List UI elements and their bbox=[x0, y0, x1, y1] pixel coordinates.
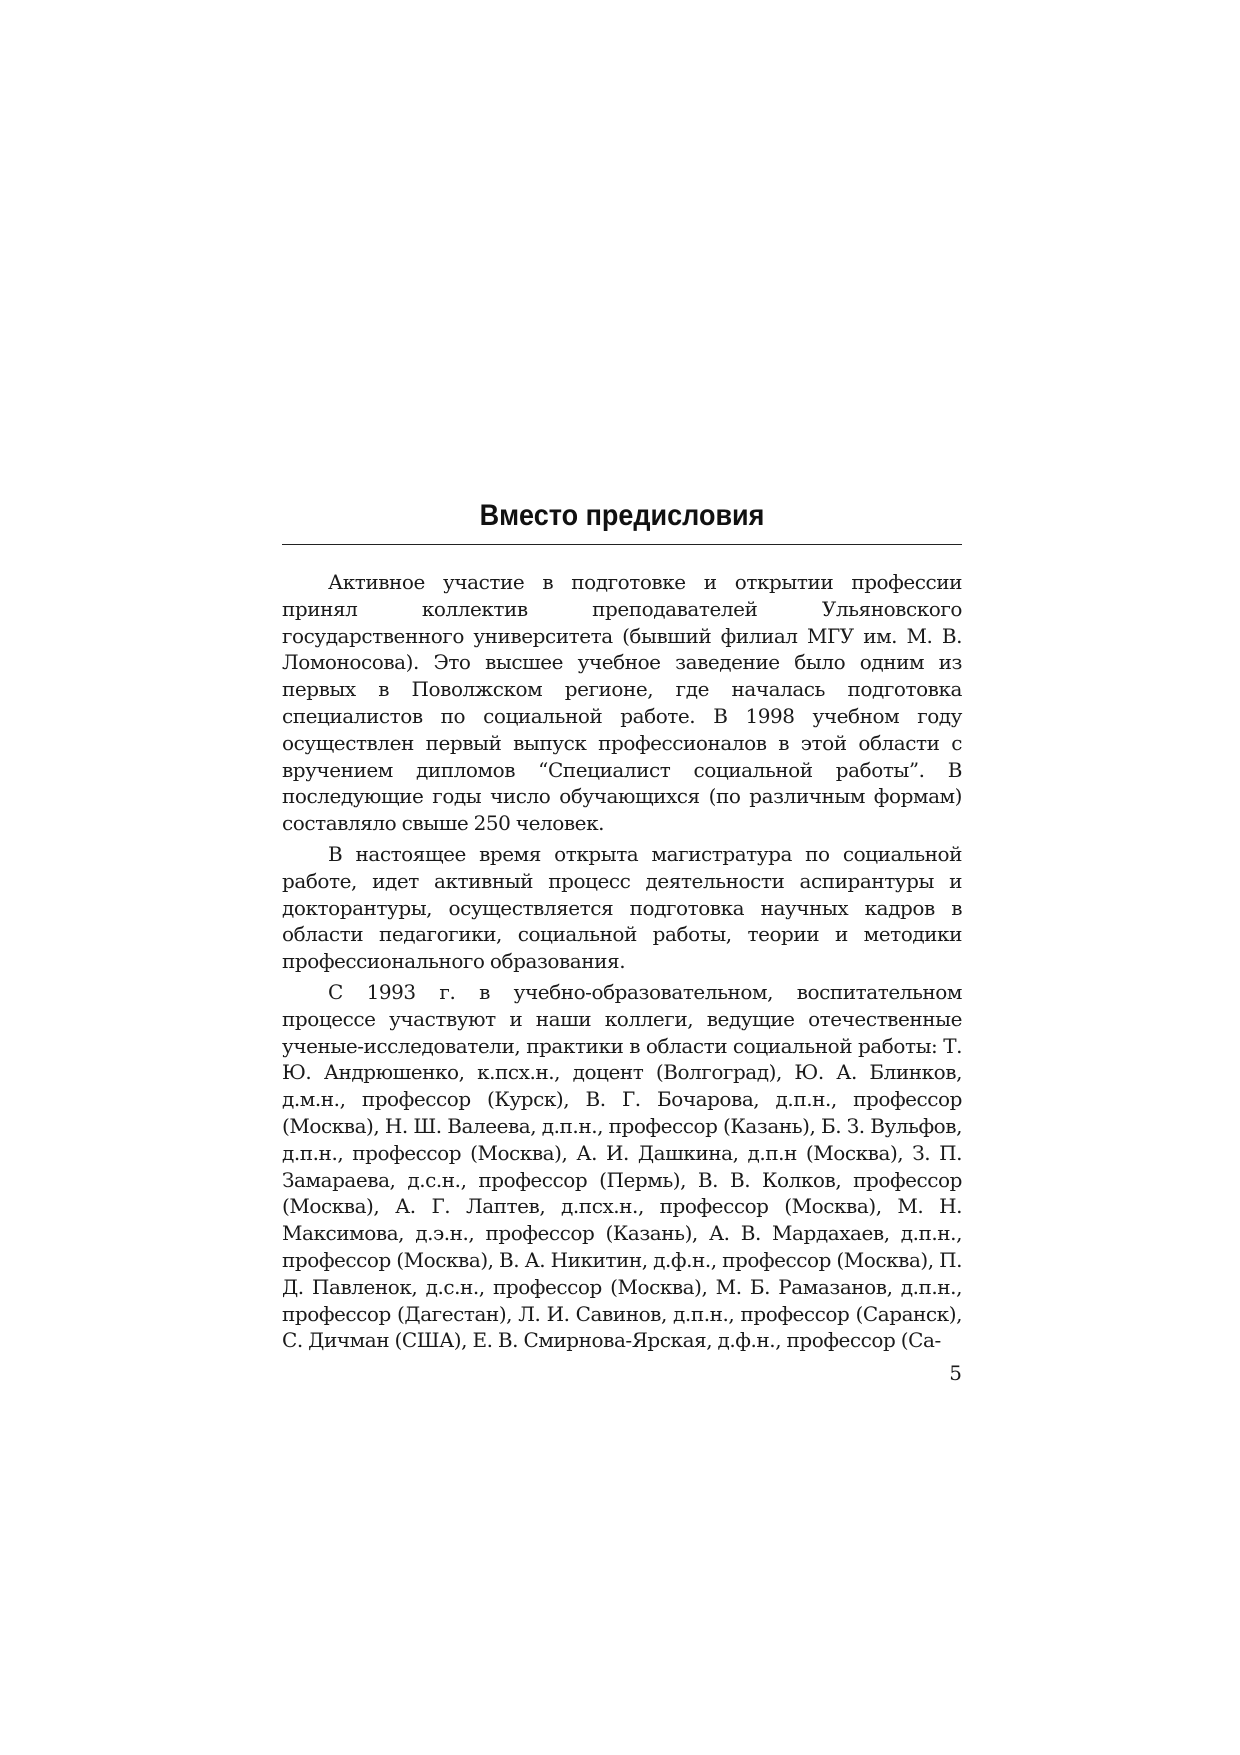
page-number: 5 bbox=[949, 1361, 962, 1385]
paragraph-2: В настоящее время открыта магистратура по социальной работе, идет активный процесс деятельности аспирантуры и докторантуры, осуществляется подготовка научных кадров в области педагогики, социальной работы, теории и методики профессионального образования. bbox=[282, 841, 962, 974]
chapter-heading: Вместо предисловия bbox=[479, 499, 765, 532]
page-content bbox=[282, 498, 962, 1358]
heading-underline bbox=[282, 544, 962, 545]
paragraph-3: С 1993 г. в учебно-образовательном, воспитательном процессе участвуют и наши коллеги, ведущие отечественные ученые-исследователи, практики в области социальной работы: Т. Ю. Андрюшенко, к.псх.н., доцент (Волгоград), Ю. А. Блинков, д.м.н., профессор (Курск), В. Г. Бочарова, д.п.н., профессор (Москва), Н. Ш. Валеева, д.п.н., профессор (Казань), Б. З. Вульфов, д.п.н., профессор (Москва), А. И. Дашкина, д.п.н (Москва), З. П. Замараева, д.с.н., профессор (Пермь), В. В. Колков, профессор (Москва), А. Г. Лаптев, д.псх.н., профессор (Москва), М. Н. Максимова, д.э.н., профессор (Казань), А. В. Мардахаев, д.п.н., профессор (Москва), В. А. Никитин, д.ф.н., профессор (Москва), П. Д. Павленок, д.с.н., профессор (Москва), М. Б. Рамазанов, д.п.н., профессор (Дагестан), Л. И. Савинов, д.п.н., профессор (Саранск), С. Дичман (США), Е. В. Смирнова-Ярская, д.ф.н., профессор (Са- bbox=[282, 979, 962, 1353]
paragraph-1: Активное участие в подготовке и открытии профессии принял коллектив преподавателей Ульяновского государственного университета (бывший филиал МГУ им. М. В. Ломоносова). Это высшее учебное заведение было одним из первых в Поволжском регионе, где началась подготовка специалистов по социальной работе. В 1998 учебном году осуществлен первый выпуск профессионалов в этой области с вручением дипломов “Специалист социальной работы”. В последующие годы число обучающихся (по различным формам) составляло свыше 250 человек. bbox=[282, 570, 962, 836]
